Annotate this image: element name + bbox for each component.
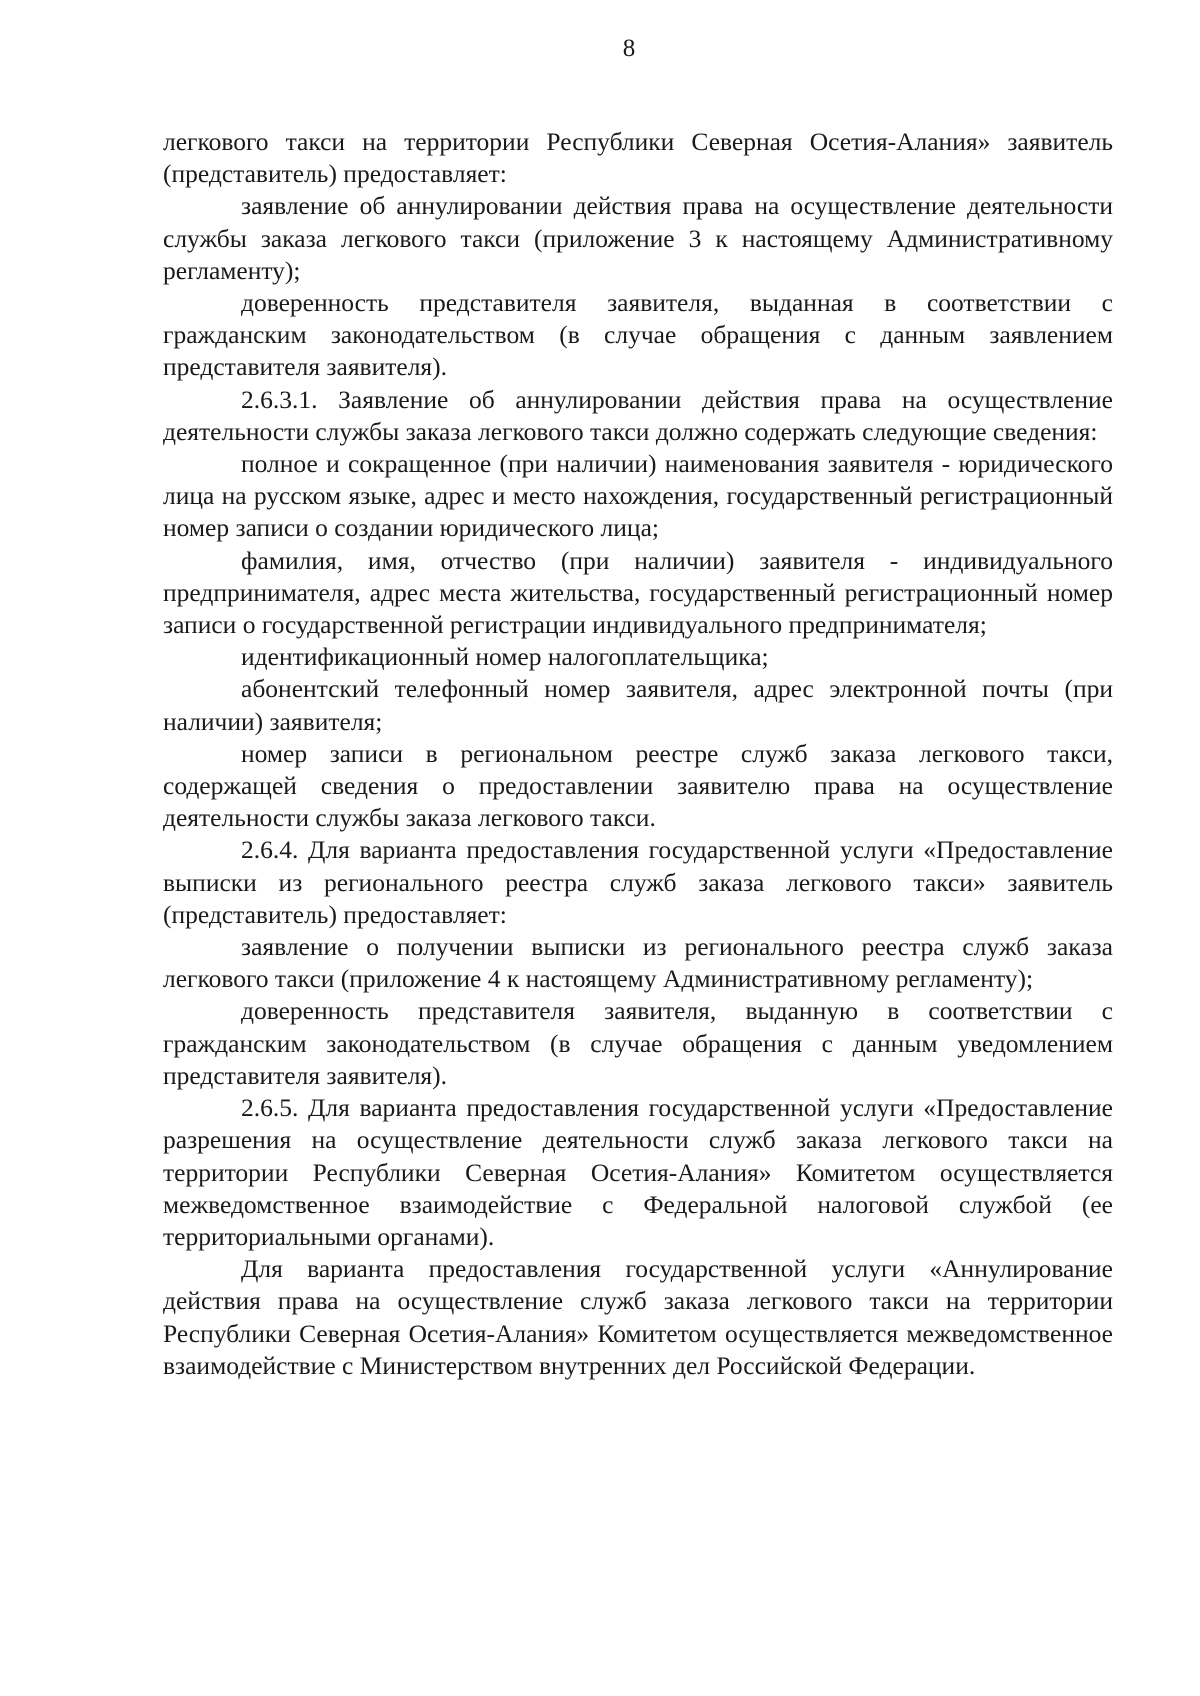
paragraph-power-of-attorney: доверенность представителя заявителя, выданная в соответствии с гражданским законодательством (в случае обращения с данным заявлением представителя заявителя). bbox=[163, 288, 1113, 382]
paragraph-continuation: легкового такси на территории Республики Северная Осетия-Алания» заявитель (представитель) предоставляет: bbox=[163, 127, 1113, 189]
paragraph-2-6-5: 2.6.5. Для варианта предоставления государственной услуги «Предоставление разрешения на осуществление деятельности служб заказа легкового такси на территории Республики Северная Осетия-Алания» Комитетом осуществляется межведомственное взаимодействие с Федеральной налоговой службой (ее территориальными органами). bbox=[163, 1093, 1113, 1251]
paragraph-2-6-4: 2.6.4. Для варианта предоставления государственной услуги «Предоставление выписки из регионального реестра служб заказа легкового такси» заявитель (представитель) предоставляет: bbox=[163, 835, 1113, 929]
paragraph-power-of-attorney-2: доверенность представителя заявителя, выданную в соответствии с гражданским законодательством (в случае обращения с данным уведомлением представителя заявителя). bbox=[163, 996, 1113, 1090]
document-body bbox=[163, 126, 1113, 1382]
paragraph-legal-entity-name: полное и сокращенное (при наличии) наименования заявителя - юридического лица на русском языке, адрес и место нахождения, государственный регистрационный номер записи о создании юридического лица; bbox=[163, 449, 1113, 543]
paragraph-taxpayer-id: идентификационный номер налогоплательщика; bbox=[241, 642, 769, 672]
paragraph-extract-application: заявление о получении выписки из регионального реестра служб заказа легкового такси (приложение 4 к настоящему Административному регламенту); bbox=[163, 932, 1113, 994]
page-number: 8 bbox=[622, 35, 636, 62]
paragraph-annulment-application: заявление об аннулировании действия права на осуществление деятельности службы заказа легкового такси (приложение 3 к настоящему Административному регламенту); bbox=[163, 191, 1113, 285]
paragraph-annulment-interaction: Для варианта предоставления государственной услуги «Аннулирование действия права на осуществление служб заказа легкового такси на территории Республики Северная Осетия-Алания» Комитетом осуществляется межведомственное взаимодействие с Министерством внутренних дел Российской Федерации. bbox=[163, 1254, 1113, 1380]
paragraph-2-6-3-1: 2.6.3.1. Заявление об аннулировании действия права на осуществление деятельности службы заказа легкового такси должно содержать следующие сведения: bbox=[163, 384, 1113, 446]
paragraph-phone-email: абонентский телефонный номер заявителя, адрес электронной почты (при наличии) заявителя; bbox=[163, 674, 1113, 736]
paragraph-registry-record: номер записи в региональном реестре служб заказа легкового такси, содержащей сведения о предоставлении заявителю права на осуществление деятельности службы заказа легкового такси. bbox=[163, 738, 1113, 833]
paragraph-entrepreneur-name: фамилия, имя, отчество (при наличии) заявителя - индивидуального предпринимателя, адрес места жительства, государственный регистрационный номер записи о государственной регистрации индивидуального предпринимателя; bbox=[163, 545, 1113, 640]
